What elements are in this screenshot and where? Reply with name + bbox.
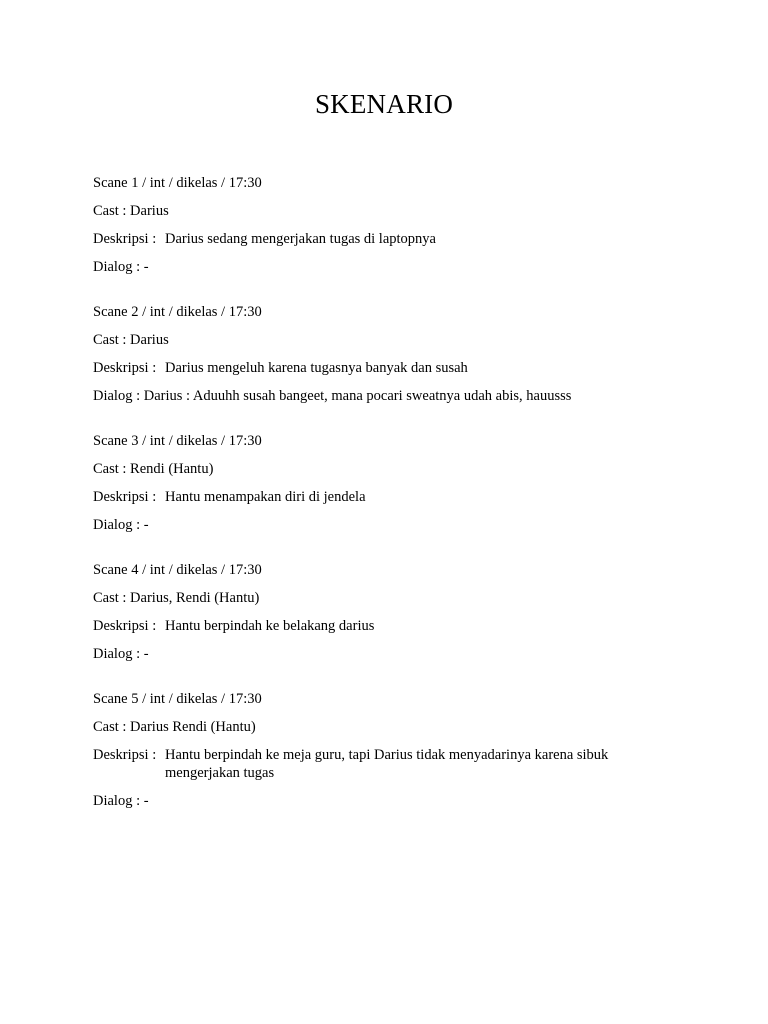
- description-label: Deskripsi :: [93, 489, 157, 505]
- scene-description: [93, 617, 693, 635]
- scene-heading: Scane 1 / int / dikelas / 17:30: [93, 175, 262, 191]
- description-label: Deskripsi :: [93, 618, 157, 634]
- page-title: SKENARIO: [314, 89, 454, 119]
- scene-4: [93, 561, 693, 663]
- scene-heading: Scane 3 / int / dikelas / 17:30: [93, 433, 262, 449]
- scene-3: [93, 432, 693, 534]
- description-text: Hantu menampakan diri di jendela: [165, 489, 366, 505]
- scene-dialog: Dialog : -: [93, 517, 149, 533]
- scene-5: [93, 690, 693, 810]
- scene-cast: Cast : Rendi (Hantu): [93, 461, 214, 477]
- description-text: Hantu berpindah ke meja guru, tapi Darius tidak menyadarinya karena sibuk mengerjakan tugas: [165, 747, 609, 781]
- scene-description: [93, 230, 693, 248]
- scene-heading: Scane 2 / int / dikelas / 17:30: [93, 304, 262, 320]
- description-label: Deskripsi :: [93, 360, 157, 376]
- scene-2: [93, 303, 693, 405]
- description-text: Hantu berpindah ke belakang darius: [165, 618, 375, 634]
- scene-cast: Cast : Darius, Rendi (Hantu): [93, 590, 260, 606]
- scene-dialog: Dialog : -: [93, 793, 149, 809]
- scene-heading: Scane 5 / int / dikelas / 17:30: [93, 691, 262, 707]
- scene-description: [93, 746, 693, 782]
- description-label: Deskripsi :: [93, 747, 157, 763]
- scene-1: [93, 174, 693, 276]
- description-text: Darius sedang mengerjakan tugas di laptopnya: [165, 231, 436, 247]
- scene-description: [93, 359, 693, 377]
- scene-dialog: Dialog : -: [93, 259, 149, 275]
- scene-cast: Cast : Darius Rendi (Hantu): [93, 719, 256, 735]
- scene-description: [93, 488, 693, 506]
- scene-dialog: Dialog : Darius : Aduuhh susah bangeet, mana pocari sweatnya udah abis, hauusss: [93, 388, 572, 404]
- scene-list: [93, 174, 693, 837]
- scene-dialog: Dialog : -: [93, 646, 149, 662]
- scene-cast: Cast : Darius: [93, 203, 169, 219]
- scene-heading: Scane 4 / int / dikelas / 17:30: [93, 562, 262, 578]
- description-label: Deskripsi :: [93, 231, 157, 247]
- scene-cast: Cast : Darius: [93, 332, 169, 348]
- description-text: Darius mengeluh karena tugasnya banyak dan susah: [165, 360, 468, 376]
